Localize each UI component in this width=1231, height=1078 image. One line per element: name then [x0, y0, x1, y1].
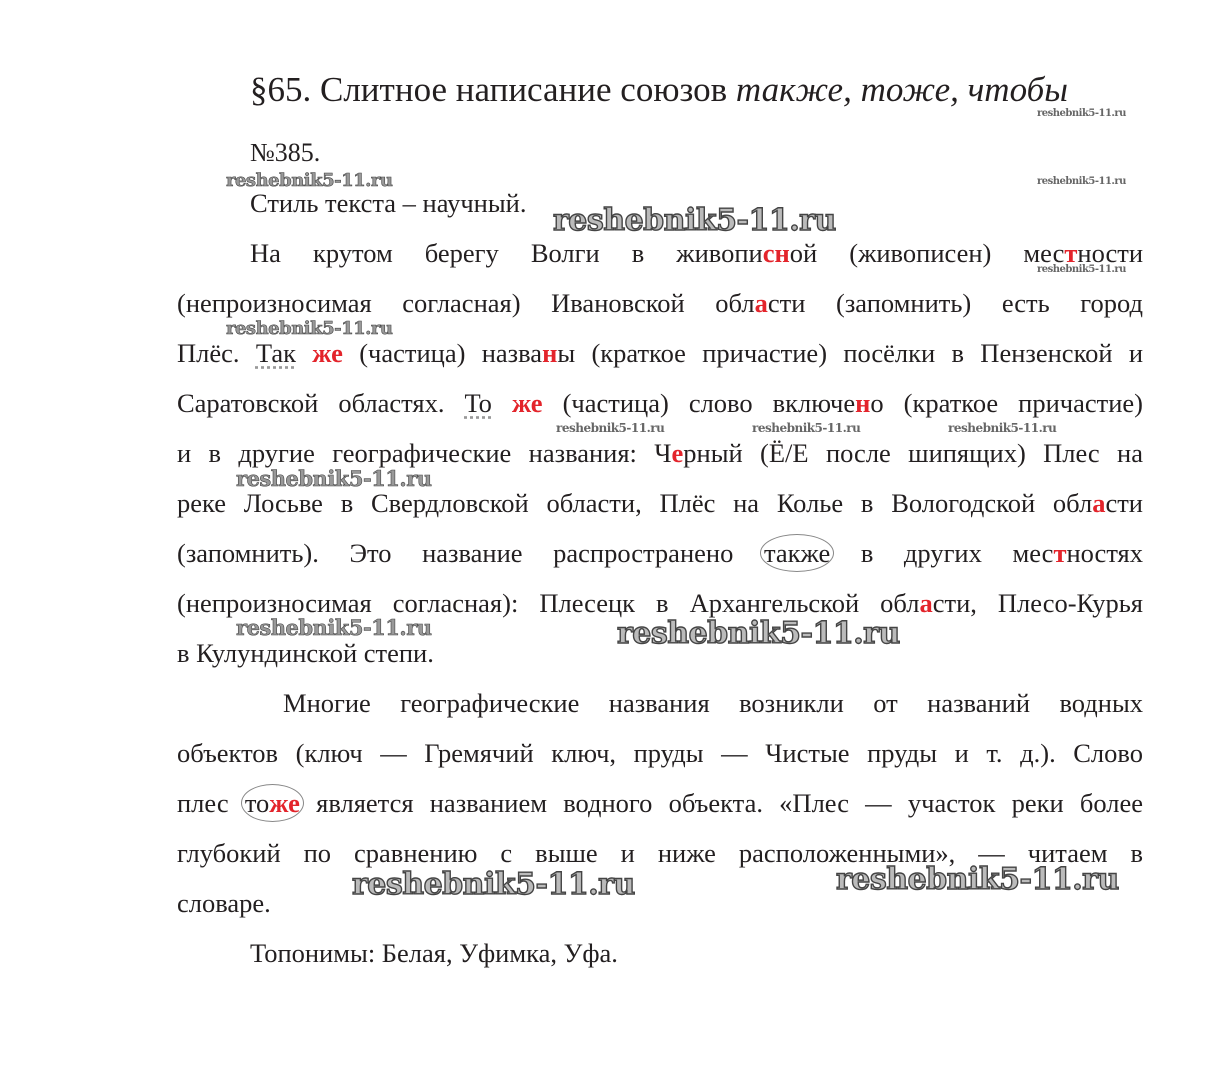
text-segment: Плёс. [177, 338, 256, 368]
text-segment [296, 338, 312, 368]
text-segment: сти (запомнить) есть город [767, 288, 1143, 318]
text-segment: глубокий по сравнению с выше и ниже расположенными», — читаем в [177, 838, 1143, 868]
page-title [250, 70, 1068, 110]
text-segment: (частица) назва [342, 338, 543, 368]
text-line [250, 238, 1143, 268]
highlighted-letter: н [542, 338, 558, 368]
highlighted-letter: н [855, 388, 871, 418]
watermark: reshebnik5-11.ru [836, 862, 1119, 897]
text-segment: в Кулундинской степи. [177, 638, 434, 668]
watermark: reshebnik5-11.ru [617, 616, 900, 651]
highlighted-letter: а [754, 288, 768, 318]
highlighted-letter: же [312, 338, 343, 368]
highlighted-letter: а [919, 588, 933, 618]
text-segment: Саратовской областях. [177, 388, 465, 418]
text-segment: объектов (ключ — Гремячий ключ, пруды — Чистые пруды и т. д.). Слово [177, 738, 1143, 768]
highlighted-letter: т [1064, 238, 1078, 268]
text-segment: (частица) слово включе [542, 388, 856, 418]
text-segment: (непроизносимая согласная) Ивановской обл [177, 288, 755, 318]
text-segment: плес [177, 788, 245, 818]
text-segment: в других мес [830, 538, 1054, 568]
text-line [177, 438, 1143, 468]
text-segment: рный (Ё/Е после шипящих) Плес на [683, 438, 1143, 468]
underlined-word: Так [255, 338, 296, 368]
text-segment: и в другие географические названия: Ч [177, 438, 672, 468]
text-segment: также [763, 538, 831, 568]
underlined-word: То [464, 388, 492, 418]
watermark: reshebnik5-11.ru [752, 421, 861, 435]
text-segment: На крутом берегу Волги в живопи [250, 238, 763, 268]
text-line [177, 738, 1143, 768]
title-italic: также, тоже, чтобы [735, 70, 1068, 109]
text-line [177, 288, 1143, 318]
text-line [177, 338, 1143, 368]
highlighted-letter: а [1092, 488, 1106, 518]
highlighted-letter: е [671, 438, 684, 468]
text-segment [492, 388, 512, 418]
watermark: reshebnik5-11.ru [553, 203, 836, 238]
text-line [250, 938, 1143, 968]
watermark: reshebnik5-11.ru [236, 615, 432, 640]
circled-word [241, 784, 304, 822]
text-segment: ы (краткое причастие) посёлки в Пензенской и [557, 338, 1144, 368]
exercise-number: №385. [250, 138, 321, 167]
title-text: §65. Слитное написание союзов [250, 70, 736, 109]
text-line [177, 488, 1143, 518]
watermark: reshebnik5-11.ru [1037, 108, 1126, 119]
watermark: reshebnik5-11.ru [236, 466, 432, 491]
watermark: reshebnik5-11.ru [352, 867, 635, 902]
highlighted-letter: же [511, 388, 543, 418]
text-segment: Топонимы: Белая, Уфимка, Уфа. [250, 938, 618, 968]
text-segment: ности [1077, 238, 1144, 268]
text-segment: ой (живописен) мес [789, 238, 1065, 268]
text-line [177, 388, 1143, 418]
text-segment: словаре. [177, 888, 271, 918]
text-segment: о (краткое причастие) [870, 388, 1143, 418]
text-line [177, 588, 1143, 618]
text-segment: реке Лосьве в Свердловской области, Плёс на Колье в Вологодской обл [177, 488, 1093, 518]
watermark: reshebnik5-11.ru [1037, 264, 1126, 275]
highlighted-letter: же [269, 788, 300, 818]
text-line [283, 688, 1143, 718]
watermark: reshebnik5-11.ru [556, 421, 665, 435]
text-segment: сти, Плесо-Курья [932, 588, 1143, 618]
watermark: reshebnik5-11.ru [948, 421, 1057, 435]
text-segment: (непроизносимая согласная): Плесецк в Архангельской обл [177, 588, 920, 618]
watermark: reshebnik5-11.ru [226, 170, 393, 191]
text-segment: Стиль текста – научный. [250, 188, 527, 218]
circled-word [760, 534, 834, 572]
text-segment: (запомнить). Это название распространено [177, 538, 764, 568]
text-segment: ностях [1066, 538, 1143, 568]
text-line [177, 788, 1143, 818]
text-segment: является названием водного объекта. «Плес — участок реки более [299, 788, 1143, 818]
watermark: reshebnik5-11.ru [226, 318, 393, 339]
text-segment: то [244, 788, 270, 818]
watermark: reshebnik5-11.ru [1037, 176, 1126, 187]
text-segment: Многие географические названия возникли от названий водных [283, 688, 1143, 718]
text-segment: сти [1105, 488, 1143, 518]
text-line [177, 538, 1143, 568]
highlighted-letter: сн [762, 238, 790, 268]
highlighted-letter: т [1053, 538, 1067, 568]
